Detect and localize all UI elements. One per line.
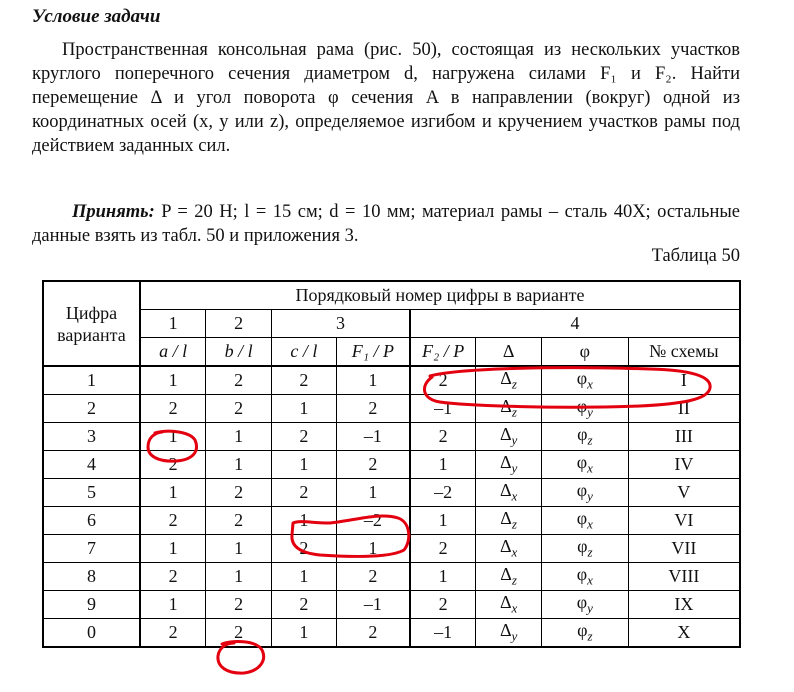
table-cell-phi: $\varphi_x$: [542, 366, 629, 395]
table-cell-a: 1: [140, 366, 206, 395]
table-cell-delta: $\Delta_x$: [476, 535, 542, 563]
table-cell-variant: 3: [43, 423, 140, 451]
table-row: [43, 366, 740, 395]
table-row: [43, 479, 740, 507]
table-cell-f1: 2: [336, 563, 410, 591]
table-cell-delta: $\Delta_z$: [476, 395, 542, 423]
column-header: φ: [542, 338, 629, 367]
table-cell-phi: $\varphi_y$: [542, 479, 629, 507]
table-cell-delta: $\Delta_y$: [476, 451, 542, 479]
table-cell-phi: $\varphi_y$: [542, 395, 629, 423]
table-cell-delta: $\Delta_y$: [476, 423, 542, 451]
table-cell-variant: 9: [43, 591, 140, 619]
table-cell-c: 2: [271, 591, 336, 619]
table-cell-c: 1: [271, 507, 336, 535]
row-header: Цифра варианта: [43, 281, 140, 366]
table-cell-phi: $\varphi_x$: [542, 507, 629, 535]
table-cell-a: 1: [140, 479, 206, 507]
table-cell-delta: $\Delta_x$: [476, 591, 542, 619]
table-cell-c: 1: [271, 563, 336, 591]
table-cell-b: 1: [206, 451, 272, 479]
column-header: a / l: [140, 338, 206, 367]
digit-group-4: 4: [410, 310, 740, 338]
group-header: Порядковый номер цифры в варианте: [140, 281, 740, 310]
given-text: P = 20 Н; l = 15 см; d = 10 мм; материал рамы – сталь 40Х; остальные данные взять из табл. 50 и приложения 3.: [32, 202, 740, 246]
table-cell-variant: 4: [43, 451, 140, 479]
digit-group-3: 3: [271, 310, 410, 338]
table-cell-a: 1: [140, 591, 206, 619]
table-cell-a: 2: [140, 451, 206, 479]
table-cell-variant: 5: [43, 479, 140, 507]
table-cell-c: 1: [271, 395, 336, 423]
table-cell-b: 1: [206, 563, 272, 591]
given-data: [32, 200, 740, 248]
table-cell-f2: –2: [410, 479, 476, 507]
table-cell-phi: $\varphi_x$: [542, 451, 629, 479]
table-cell-scheme: I: [628, 366, 740, 395]
column-header: c / l: [271, 338, 336, 367]
table-cell-c: 2: [271, 479, 336, 507]
table-row: [43, 451, 740, 479]
table-cell-b: 2: [206, 479, 272, 507]
table-cell-phi: $\varphi_y$: [542, 591, 629, 619]
column-header: F₁ / P: [336, 338, 410, 367]
table-cell-f1: 2: [336, 619, 410, 648]
table-cell-variant: 2: [43, 395, 140, 423]
table-cell-f1: 1: [336, 366, 410, 395]
table-cell-variant: 0: [43, 619, 140, 648]
column-header: № схемы: [628, 338, 740, 367]
table-cell-b: 1: [206, 535, 272, 563]
table-cell-scheme: V: [628, 479, 740, 507]
table-cell-delta: $\Delta_z$: [476, 366, 542, 395]
table-cell-c: 2: [271, 423, 336, 451]
table-cell-f1: –2: [336, 507, 410, 535]
table-cell-f2: 2: [410, 535, 476, 563]
table-cell-f2: –1: [410, 619, 476, 648]
table-cell-scheme: II: [628, 395, 740, 423]
table-cell-b: 2: [206, 619, 272, 648]
table-cell-f2: 1: [410, 451, 476, 479]
table-row: [43, 423, 740, 451]
table-cell-f2: 1: [410, 563, 476, 591]
table-cell-b: 2: [206, 591, 272, 619]
table-cell-f2: 1: [410, 507, 476, 535]
table-row: [43, 591, 740, 619]
table-cell-c: 1: [271, 451, 336, 479]
table-cell-f1: 1: [336, 479, 410, 507]
table-cell-phi: $\varphi_z$: [542, 535, 629, 563]
given-label: Принять:: [72, 202, 155, 222]
digit-group-2: 2: [206, 310, 272, 338]
table-cell-f1: 2: [336, 451, 410, 479]
table-cell-delta: $\Delta_z$: [476, 507, 542, 535]
table-cell-f2: –1: [410, 395, 476, 423]
table-cell-phi: $\varphi_z$: [542, 423, 629, 451]
table-cell-variant: 8: [43, 563, 140, 591]
table-cell-delta: $\Delta_y$: [476, 619, 542, 648]
digit-group-1: 1: [140, 310, 206, 338]
table-cell-f1: 1: [336, 535, 410, 563]
table-cell-a: 2: [140, 395, 206, 423]
table-row: [43, 535, 740, 563]
table-cell-scheme: IV: [628, 451, 740, 479]
table-cell-variant: 1: [43, 366, 140, 395]
table-cell-scheme: VII: [628, 535, 740, 563]
table-cell-a: 1: [140, 423, 206, 451]
table-cell-b: 2: [206, 366, 272, 395]
table-cell-f1: 2: [336, 395, 410, 423]
section-heading: Условие задачи: [32, 6, 161, 27]
column-header: b / l: [206, 338, 272, 367]
table-cell-a: 2: [140, 507, 206, 535]
table-row: [43, 619, 740, 648]
table-cell-c: 2: [271, 366, 336, 395]
table-cell-scheme: VI: [628, 507, 740, 535]
table-cell-delta: $\Delta_z$: [476, 563, 542, 591]
table-cell-c: 2: [271, 535, 336, 563]
table-cell-scheme: III: [628, 423, 740, 451]
table-cell-variant: 7: [43, 535, 140, 563]
table-cell-b: 2: [206, 395, 272, 423]
table-row: [43, 395, 740, 423]
variant-table: [42, 280, 741, 648]
table-cell-phi: $\varphi_x$: [542, 563, 629, 591]
table-cell-scheme: X: [628, 619, 740, 648]
table-cell-a: 2: [140, 563, 206, 591]
table-caption: Таблица 50: [651, 246, 740, 266]
table-cell-variant: 6: [43, 507, 140, 535]
column-header: F₂ / P: [410, 338, 476, 367]
table-cell-scheme: IX: [628, 591, 740, 619]
problem-statement: Пространственная консольная рама (рис. 50), состоящая из нескольких участков круглого поперечного сечения диаметром d, нагружена силами F₁ и F₂. Найти перемещение Δ и угол поворота φ сечения A в направлении (вокруг) одной из координатных осей (x, y или z), определяемое изгибом и кручением участков рамы под действием заданных сил.: [32, 40, 740, 156]
table-cell-f2: 2: [410, 591, 476, 619]
table-cell-phi: $\varphi_z$: [542, 619, 629, 648]
table-cell-f1: –1: [336, 591, 410, 619]
table-cell-a: 1: [140, 535, 206, 563]
table-cell-f2: 2: [410, 423, 476, 451]
table-row: [43, 507, 740, 535]
table-row: [43, 563, 740, 591]
table-cell-f2: 2: [410, 366, 476, 395]
table-cell-b: 1: [206, 423, 272, 451]
table-cell-c: 1: [271, 619, 336, 648]
table-cell-scheme: VIII: [628, 563, 740, 591]
table-cell-f1: –1: [336, 423, 410, 451]
table-cell-a: 2: [140, 619, 206, 648]
table-cell-delta: $\Delta_x$: [476, 479, 542, 507]
table-cell-b: 2: [206, 507, 272, 535]
column-header: Δ: [476, 338, 542, 367]
